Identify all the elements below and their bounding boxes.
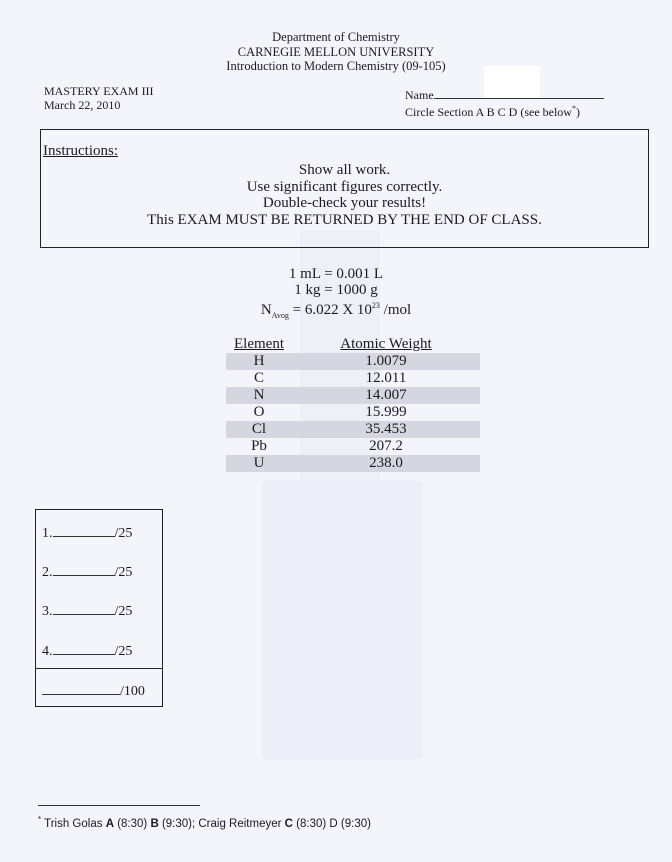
footnote-text: (9:30); Craig Reitmeyer	[158, 817, 285, 830]
question-number: 1.	[42, 526, 53, 541]
element-symbol: O	[253, 404, 265, 420]
score-row	[42, 604, 132, 620]
atomic-weight: 238.0	[369, 455, 403, 471]
exam-title: MASTERY EXAM III	[44, 84, 154, 98]
background-smudge	[262, 480, 422, 760]
score-field[interactable]	[53, 566, 115, 576]
footnote-rule	[38, 805, 200, 806]
question-max: /25	[114, 526, 133, 541]
section-letter: A	[105, 817, 114, 830]
element-symbol: Pb	[251, 438, 267, 454]
score-row	[42, 644, 132, 660]
student-info	[405, 88, 604, 119]
question-number: 3.	[42, 604, 53, 619]
element-symbol: H	[253, 353, 265, 369]
element-symbol: Cl	[251, 421, 267, 437]
atomic-weight: 15.999	[365, 404, 407, 420]
avogadro-unit: /mol	[379, 302, 412, 318]
element-symbol: C	[253, 370, 264, 386]
avogadro-symbol: N	[260, 302, 272, 318]
instructions-lines	[41, 162, 648, 228]
score-box	[35, 509, 163, 707]
question-max: /25	[114, 604, 133, 619]
constant-ml: 1 mL = 0.001 L	[288, 266, 384, 282]
element-symbol: U	[253, 455, 265, 471]
table-row	[226, 353, 480, 370]
name-field[interactable]	[434, 88, 604, 99]
atomic-weight: 1.0079	[365, 353, 407, 369]
avogadro-subscript: Avog	[271, 311, 289, 320]
section-label: Circle Section A B C D (see below	[405, 105, 572, 119]
instruction-line: Double-check your results!	[262, 195, 427, 211]
constant-avogadro	[0, 298, 672, 324]
footnote-text: Trish Golas	[41, 817, 106, 830]
instructions-title: Instructions:	[43, 143, 118, 159]
score-divider	[36, 668, 162, 669]
instruction-line: Show all work.	[298, 162, 391, 178]
section-footnote	[38, 815, 371, 830]
table-header	[226, 336, 480, 353]
department-name: Department of Chemistry	[272, 30, 400, 44]
exam-date: March 22, 2010	[44, 98, 121, 112]
question-number: 4.	[42, 644, 53, 659]
atomic-weight: 35.453	[365, 421, 407, 437]
table-row	[226, 387, 480, 404]
constant-kg: 1 kg = 1000 g	[294, 282, 378, 298]
total-max: /100	[120, 684, 145, 699]
instruction-line: This EXAM MUST BE RETURNED BY THE END OF CLASS.	[147, 211, 542, 228]
course-name: Introduction to Modern Chemistry (09-105)	[226, 59, 446, 73]
header-element: Element	[234, 336, 284, 352]
constants-block	[0, 266, 672, 324]
section-letter: B	[150, 817, 159, 830]
question-max: /25	[114, 644, 133, 659]
footnote-text: (8:30) D (9:30)	[292, 817, 371, 830]
table-row	[226, 370, 480, 387]
instruction-line: Use significant figures correctly.	[246, 178, 443, 195]
university-name: CARNEGIE MELLON UNIVERSITY	[237, 44, 435, 59]
atomic-weight: 12.011	[365, 370, 407, 386]
element-symbol: N	[253, 387, 265, 403]
name-label: Name	[405, 88, 434, 102]
footnote-text: (8:30)	[114, 817, 151, 830]
total-field[interactable]	[42, 685, 120, 695]
footnote-mark: *	[38, 815, 42, 824]
atomic-weight: 207.2	[369, 438, 403, 454]
atomic-weight-table	[226, 336, 480, 472]
question-number: 2.	[42, 565, 53, 580]
section-label-suffix: )	[575, 105, 580, 119]
avogadro-value: = 6.022 X 10	[288, 302, 372, 318]
score-field[interactable]	[53, 527, 115, 537]
score-row	[42, 565, 132, 581]
question-max: /25	[114, 565, 133, 580]
table-row	[226, 404, 480, 421]
table-row	[226, 438, 480, 455]
instructions-box	[40, 129, 649, 248]
section-letter: C	[284, 817, 293, 830]
score-row	[42, 526, 132, 542]
table-row	[226, 421, 480, 438]
table-row	[226, 455, 480, 472]
header-atomic-weight: Atomic Weight	[340, 336, 432, 352]
exam-header	[0, 30, 672, 74]
score-field[interactable]	[53, 605, 115, 615]
score-field[interactable]	[53, 645, 115, 655]
exam-info	[44, 84, 154, 112]
total-row	[42, 684, 145, 700]
avogadro-exponent: 23	[371, 301, 380, 310]
section-footnote-mark: *	[571, 104, 576, 113]
atomic-weight: 14.007	[365, 387, 407, 403]
